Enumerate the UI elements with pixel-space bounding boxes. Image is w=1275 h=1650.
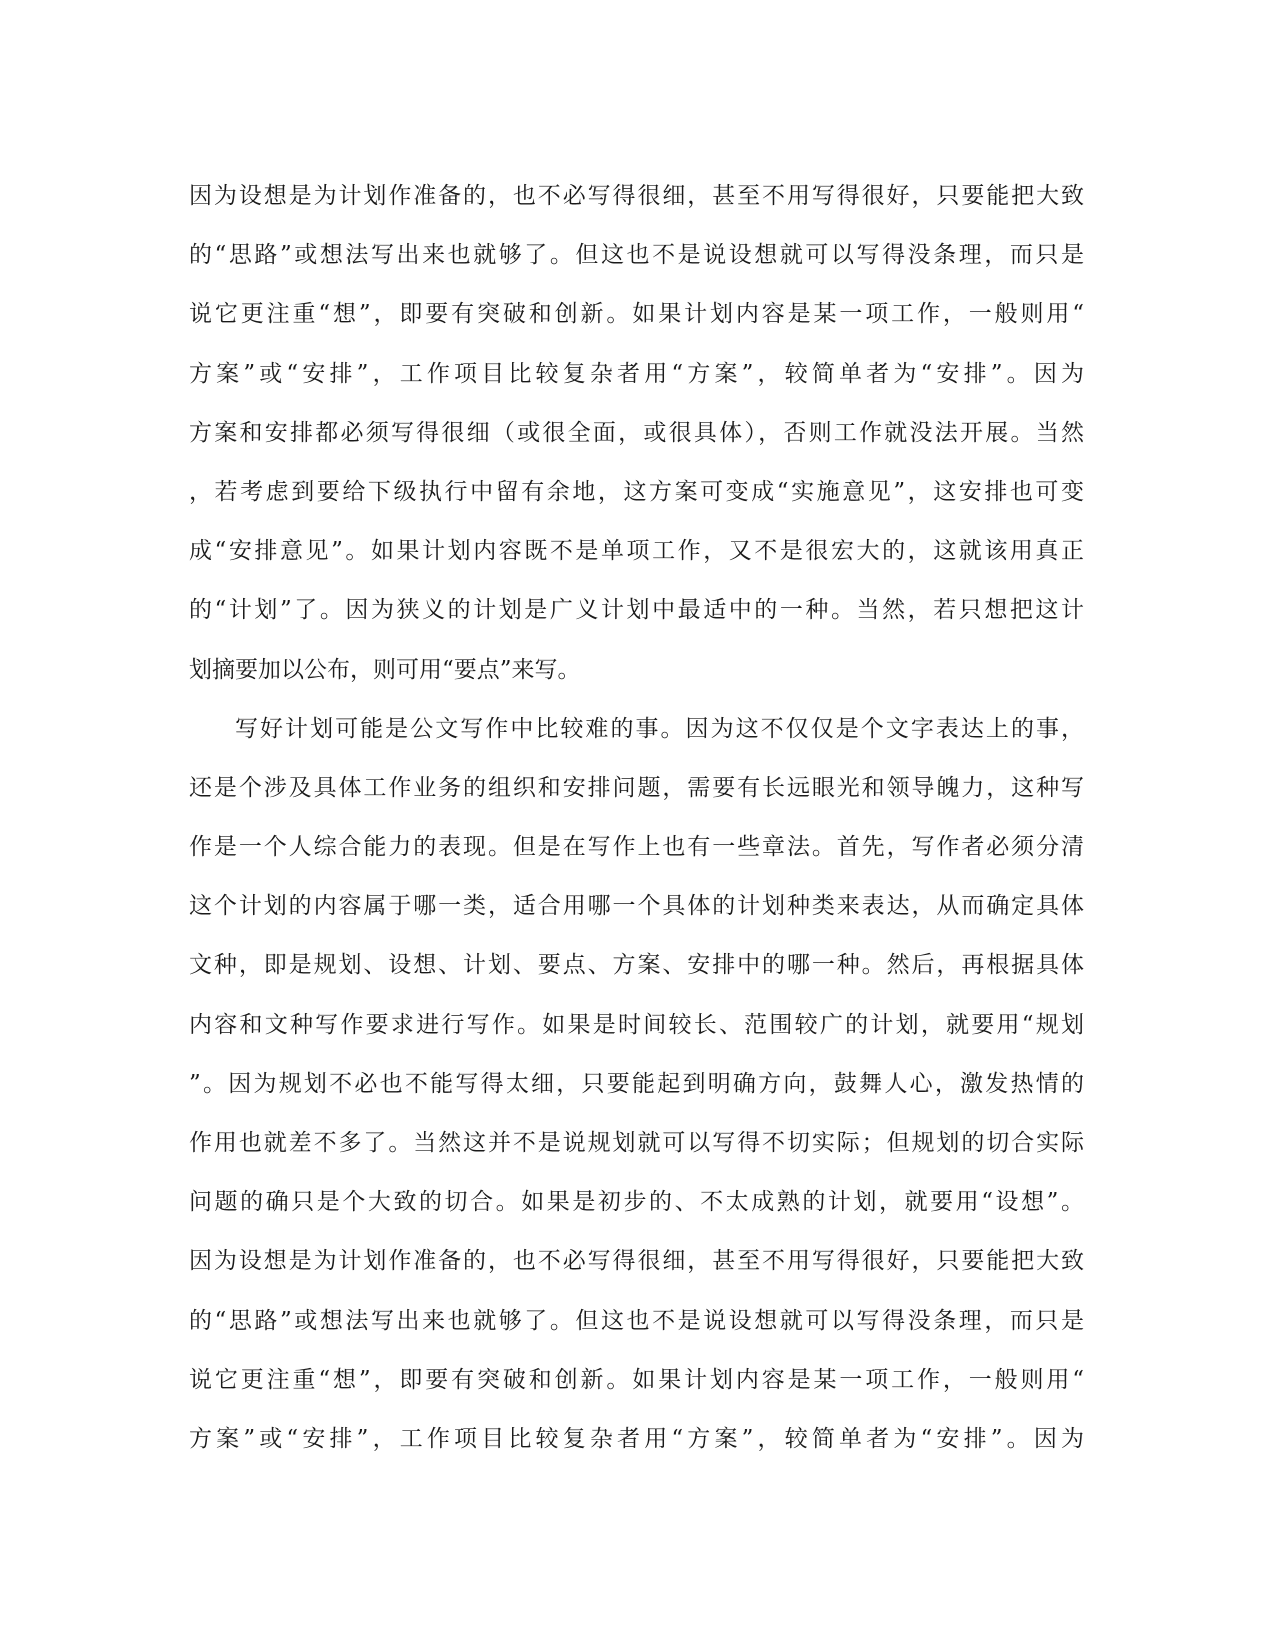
text-line: 问题的确只是个大致的切合。如果是初步的、不太成熟的计划，就要用“设想”。 [189, 1189, 1084, 1216]
text-line: 还是个涉及具体工作业务的组织和安排问题，需要有长远眼光和领导魄力，这种写 [189, 774, 1084, 801]
text-line: ，若考虑到要给下级执行中留有余地，这方案可变成“实施意见”，这安排也可变 [189, 478, 1084, 505]
text-line: 内容和文种写作要求进行写作。如果是时间较长、范围较广的计划，就要用“规划 [189, 1011, 1084, 1038]
text-line: 文种，即是规划、设想、计划、要点、方案、安排中的哪一种。然后，再根据具体 [189, 952, 1084, 979]
text-line: 的“计划”了。因为狭义的计划是广义计划中最适中的一种。当然，若只想把这计 [189, 597, 1084, 624]
text-line: 说它更注重“想”，即要有突破和创新。如果计划内容是某一项工作，一般则用“ [189, 301, 1084, 328]
text-line: 说它更注重“想”，即要有突破和创新。如果计划内容是某一项工作，一般则用“ [189, 1366, 1084, 1393]
text-line: 因为设想是为计划作准备的，也不必写得很细，甚至不用写得很好，只要能把大致 [189, 1248, 1084, 1275]
text-line: 方案”或“安排”，工作项目比较复杂者用“方案”，较简单者为“安排”。因为 [189, 1425, 1084, 1452]
text-line: 因为设想是为计划作准备的，也不必写得很细，甚至不用写得很好，只要能把大致 [189, 183, 1084, 209]
text-line: 作是一个人综合能力的表现。但是在写作上也有一些章法。首先，写作者必须分清 [189, 834, 1084, 861]
text-line: 作用也就差不多了。当然这并不是说规划就可以写得不切实际；但规划的切合实际 [189, 1130, 1084, 1156]
text-line: 方案”或“安排”，工作项目比较复杂者用“方案”，较简单者为“安排”。因为 [189, 360, 1084, 387]
text-line: 这个计划的内容属于哪一类，适合用哪一个具体的计划种类来表达，从而确定具体 [189, 893, 1084, 920]
text-line: 成“安排意见”。如果计划内容既不是单项工作，又不是很宏大的，这就该用真正 [189, 538, 1084, 565]
text-line: 方案和安排都必须写得很细（或很全面，或很具体），否则工作就没法开展。当然 [189, 419, 1084, 446]
text-line: 的“思路”或想法写出来也就够了。但这也不是说设想就可以写得没条理，而只是 [189, 1307, 1084, 1334]
text-line: 划摘要加以公布，则可用“要点”来写。 [189, 656, 581, 683]
text-line: ”。因为规划不必也不能写得太细，只要能起到明确方向，鼓舞人心，激发热情的 [189, 1070, 1084, 1097]
text-line: 的“思路”或想法写出来也就够了。但这也不是说设想就可以写得没条理，而只是 [189, 242, 1084, 269]
body-text [189, 167, 1084, 1469]
paragraph-first-line: 写好计划可能是公文写作中比较难的事。因为这不仅仅是个文字表达上的事， [235, 715, 1084, 742]
